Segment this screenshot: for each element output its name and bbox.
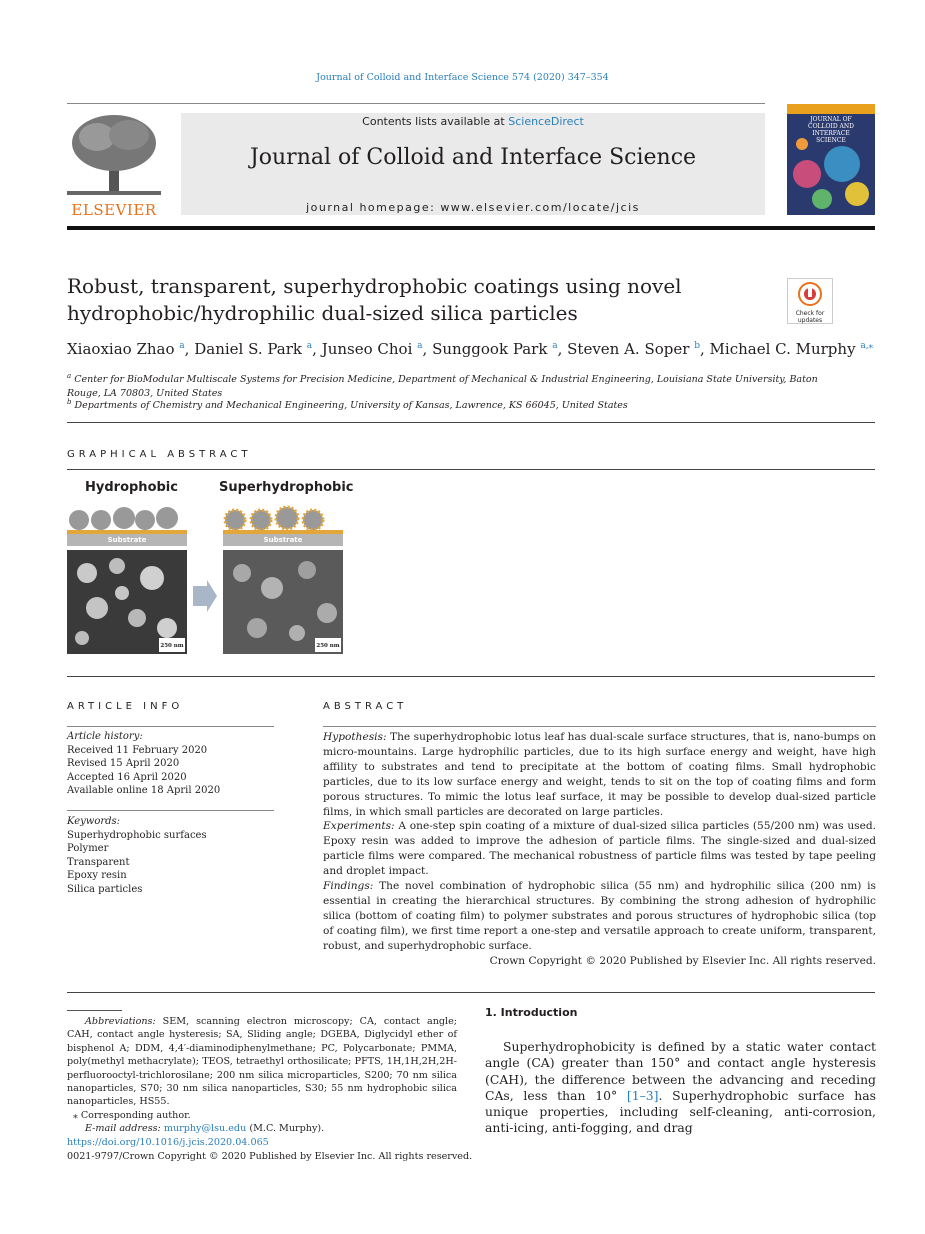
article-history: Article history: Received 11 February 2020 Revised 15 April 2020 Accepted 16 April 2020 Available online 18 April 2020 — [67, 731, 221, 796]
check-for-updates-button[interactable] — [787, 278, 833, 324]
elsevier-tree-icon — [67, 113, 161, 197]
article-title: Robust, transparent, superhydrophobic coatings using novel hydrophobic/hydrophilic dual-sized silica particles — [67, 274, 682, 325]
elsevier-wordmark: ELSEVIER — [71, 201, 157, 219]
ga-scale-bar: 250 nm — [160, 643, 184, 649]
author[interactable]: Steven A. Soper $^b$ — [567, 340, 700, 358]
homepage-link[interactable]: www.elsevier.com/locate/jcis — [440, 201, 640, 214]
cover-line: COLLOID AND — [808, 123, 854, 130]
divider — [67, 992, 875, 993]
citation-link[interactable]: [1–3] — [626, 1087, 659, 1103]
ga-substrate-label: Substrate — [107, 536, 147, 544]
divider — [67, 810, 274, 811]
article-info-heading: ARTICLE INFO — [67, 701, 184, 712]
abstract-body: Hypothesis: The superhydrophobic lotus leaf has dual-scale surface structures, that is, nano-bumps on micro-mountains. Large hydrophilic particles, due to its high surface energy and weight, have high affility to substrates and tend to precipitate at the bottom of coating films. Small hydrophobic particles, due to its low surface energy and weight, tends to sit on the top of coating films and form porous structures. To mimic the lotus leaf surface, it may be possible to develop dual-sized particle films, in which small particles are decorated on large particles. Experiments: A one-step spin coating of a mixture of dual-sized silica particles (55/200 nm) was used. Epoxy resin was added to improve the adhesion of particle films. The single-sized and dual-sized particle films were compared. The mechanical robustness of particle films was tested by tape peeling and droplet impact. Findings: The novel combination of hydrophobic silica (55 nm) and hydrophilic silica (200 nm) is essential in creating the hierarchical structures. By combining the strong adhesion of hydrophilic silica (bottom of coating film) to polymer substrates and porous structures of hydrophobic silica (top of coating film), we first time report a one-step and versatile approach to create uniform, transparent, robust, and superhydrophobic surface. Crown Copyright © 2020 Published by Elsevier Inc. All rights reserved. — [323, 731, 876, 967]
divider — [67, 422, 875, 423]
ga-schematic — [67, 478, 357, 656]
contents-available: Contents lists available at ScienceDirect — [362, 115, 584, 128]
journal-cover[interactable] — [787, 104, 875, 215]
footnote-rule — [67, 1010, 122, 1011]
introduction-paragraph: Superhydrophobicity is defined by a static water contact angle (CA) greater than 150° and contact angle hysteresis (CAH), the difference between the advancing and receding CAs, less than 10° [1–3]. Superhydrophobic surface has unique properties, including self-cleaning, anti-corrosion, anti-icing, anti-fogging, and drag — [485, 1039, 876, 1136]
corresponding-note: ⁎ Corresponding author. — [73, 1109, 191, 1121]
cover-line: SCIENCE — [816, 137, 846, 144]
keyword: Polymer — [67, 843, 109, 854]
graphical-abstract-heading: GRAPHICAL ABSTRACT — [67, 449, 252, 460]
author[interactable]: Sunggook Park $^a$ — [432, 340, 558, 358]
keywords: Keywords: Superhydrophobic surfaces Polymer Transparent Epoxy resin Silica particles — [67, 815, 274, 896]
ga-scale-bar: 250 nm — [316, 643, 340, 649]
footnotes: Abbreviations: SEM, scanning electron microscopy; CA, contact angle; CAH, contact angle hysteresis; SA, Sliding angle; DGEBA, Diglycidyl ether of bisphenol A; DDM, 4,4′-diaminodiphenylmethane; PC, Polycarbonate; PMMA, poly(methyl methacrylate); TEOS, tetraethyl orthosilicate; PFTS, 1H,1H,2H,2H-perfluorooctyl-trichlorosilane; 200 nm silica microparticles, S200; 70 nm silica nanoparticles, S70; 30 nm silica nanoparticles, S30; 55 nm hydrophobic silica nanoparticles, HS55. ⁎ Corresponding author. E-mail address: murphy@lsu.edu (M.C. Murphy). — [67, 1016, 457, 1135]
check-updates-label: Check for updates — [795, 310, 825, 324]
author-list: Xiaoxiao Zhao $^a$, Daniel S. Park $^a$, Junseo Choi $^a$, Sunggook Park $^a$, Steven A. Soper $^b$, Michael C. Murphy $^{a,⁎}$ — [67, 340, 874, 358]
divider — [67, 469, 875, 470]
divider — [323, 726, 876, 727]
journal-homepage: journal homepage: www.elsevier.com/locate/jcis — [306, 201, 640, 214]
elsevier-logo[interactable] — [67, 113, 161, 219]
graphical-abstract-figure — [67, 478, 357, 656]
abstract-heading: ABSTRACT — [323, 701, 408, 712]
keyword: Epoxy resin — [67, 870, 127, 881]
issn-line: 0021-9797/Crown Copyright © 2020 Published by Elsevier Inc. All rights reserved. — [67, 1151, 473, 1162]
email-link[interactable]: murphy@lsu.edu — [163, 1123, 247, 1135]
sciencedirect-link[interactable]: ScienceDirect — [508, 115, 584, 128]
author[interactable]: Michael C. Murphy $^{a,⁎}$ — [709, 340, 874, 358]
author[interactable]: Xiaoxiao Zhao $^a$ — [67, 340, 185, 358]
ga-substrate-label: Substrate — [263, 536, 303, 544]
journal-title: Journal of Colloid and Interface Science — [249, 145, 697, 170]
introduction-heading: 1. Introduction — [485, 1006, 578, 1019]
keyword: Silica particles — [67, 883, 143, 895]
author[interactable]: Daniel S. Park $^a$ — [194, 340, 313, 358]
affiliation-b: $^b$ Departments of Chemistry and Mechanical Engineering, University of Kansas, Lawrence, KS 66045, United States — [67, 398, 628, 412]
author[interactable]: Junseo Choi $^a$ — [321, 340, 423, 358]
keyword: Transparent — [67, 856, 130, 868]
ga-right-label: Superhydrophobic — [219, 480, 354, 495]
check-updates-icon — [798, 282, 822, 306]
divider — [67, 676, 875, 677]
ga-left-label: Hydrophobic — [85, 480, 178, 495]
divider — [67, 726, 274, 727]
cover-line: JOURNAL OF — [810, 116, 852, 123]
abstract-copyright: Crown Copyright © 2020 Published by Elsevier Inc. All rights reserved. — [489, 954, 876, 967]
affiliation-a: $^a$ Center for BioModular Multiscale Systems for Precision Medicine, Department of Mechanical & Industrial Engineering, Louisiana State University, Baton Rouge, LA 70803, United States — [67, 372, 818, 399]
cover-line: INTERFACE — [812, 130, 850, 137]
keyword: Superhydrophobic surfaces — [67, 829, 207, 841]
header-thick-rule — [67, 226, 875, 230]
journal-reference[interactable]: Journal of Colloid and Interface Science 574 (2020) 347–354 — [316, 72, 609, 83]
journal-banner — [181, 113, 765, 215]
doi-link[interactable]: https://doi.org/10.1016/j.jcis.2020.04.065 — [67, 1137, 269, 1148]
header-divider — [67, 103, 765, 104]
